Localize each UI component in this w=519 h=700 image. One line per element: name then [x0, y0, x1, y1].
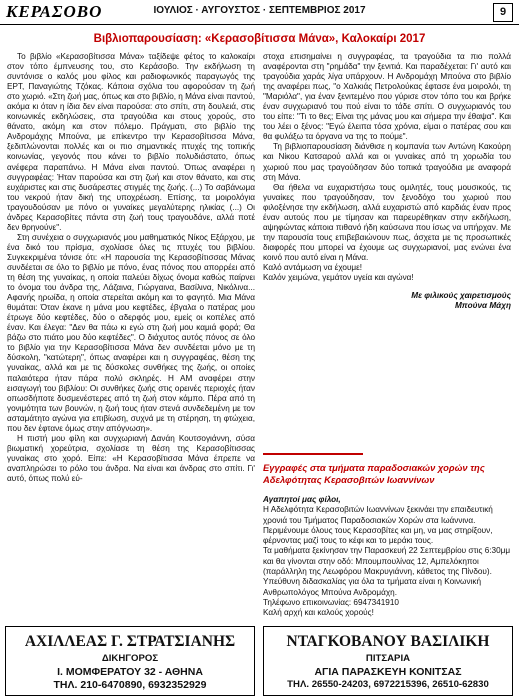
article-left-column [7, 52, 255, 484]
issue-date: ΙΟΥΛΙΟΣ · ΑΥΓΟΥΣΤΟΣ · ΣΕΠΤΕΜΒΡΙΟΣ 2017 [153, 5, 366, 16]
article-paragraph: Τη βιβλιοπαρουσίαση διάνθισε η κομπανία των Αντώνη Κακούρη και Νίκου Κατσαρού αλλά και οι γυναίκες από τη χορωδία του χωριού που μας τραγούδησαν δύο τοπικά τραγούδια με αναφορά στη Μάνα. [263, 142, 511, 182]
article-paragraph: Το βιβλίο «Κερασοβίτισσα Μάνα» ταξίδεψε φέτος το καλοκαίρι στον τόπο έμπνευσης του, στο Κεράσοβο. Την εκδήλωση τη συντόνισε ο καλός μου φίλος και ραδιοφωνικός παραγωγός της ΕΡΤ, Παναγιώτης Τζόκας. Κάποια σχόλια του αφορούσαν τη ζωή στο χωριό. «Στη ζωή μας, όπως και στο βιβλίο, η Μάνα είναι παντού, ακόμα κι όταν η ίδια δεν είναι παρούσα: στο σπίτι, στη δουλειά, στις κοινωνικές εκδηλώσεις, στα τραγούδια και στους χορούς, στο θάνατο, ακόμη και στον πόλεμο. Πράγματι, στο βιβλίο της Ανδρομάχης Μπούνα, με επίκεντρο την Κερασοβίτισσα Μάνα, ξεδιπλώνονται πολλές και οι πιο σημαντικές πτυχές της τοπικής κοινωνίας, γεγονός που κάνει το βιβλίο πολυδιάστατο, όπως ανέφερα παραπάνω. Η Μάνα είναι παντού. Όπως αναφέρει η συγγραφέας: Ήταν παρούσα και στη ζωή και στον θάνατο, και στις ευχάριστες και στις δυσάρεστες στιγμές της ζωής. (...) Το σαβάνωμα του νεκρού ήταν δική της υποχρέωση. Επίσης, τα μοιρολόγια τραγουδούσαν με πόνο οι γυναίκες μεγαλύτερης ηλικίας (...) Οι άνδρες Κερασοβίτες πάντα στη ζωή τους τραγουδάνε, αλλά ποτέ δεν θρηνούνε". [7, 52, 255, 232]
announcement-paragraph: Τηλέφωνο επικοινωνίας: 6947341910 [263, 597, 399, 607]
announcement-paragraph: Καλή αρχή και καλούς χορούς! [263, 608, 374, 618]
article-paragraph: στοχα επισημαίνει η συγγραφέας, τα τραγούδια τα πιο πολλά αναφέρονται στη "ρημάδα" την ξενιτιά. Και παραδέχεται: Γι' αυτό και τραγούδια χαράς λίγα υπάρχουν. Η Ανδρομάχη Μπούνα στο βιβλίο της αναφέρει πως, "ο Χαλκιάς Πετρολούκας έφτασε ένα μοιρολόι, τη "Μαριόλα", για έναν ξενιτεμένο που γύρισε στον τόπο του και βρήκε έναν συγχωριανό του πού είναι το τάδε σπίτι. Ο συγχωριανός του του είπε: "Τι το θες; Είναι της μάνας μου και σήμερα την έθαψα". Και του λέει ο ξένος: "Εγώ έλειπα τόσα χρόνια, είμαι ο πατέρας σου και θα φυλάξω τα όργανα να της το πούμε". [263, 52, 511, 142]
page-header [0, 0, 519, 25]
section-divider [263, 453, 363, 455]
ad-name: ΝΤΑΓΚΟΒΑΝΟΥ ΒΑΣΙΛΙΚΗ [286, 633, 490, 650]
announcement-paragraph: Τα μαθήματα ξεκίνησαν την Παρασκευή 22 Σεπτεμβρίου στις 6:30μμ και θα γίνονται στην οδό: Μπουμπουλίνας 12, Αμπελόκηποι (παράλληλη της Λεωφόρου Μακρυγιάννη, κάθετος της Πίνδου). [263, 546, 511, 577]
ad-address: ΑΓΙΑ ΠΑΡΑΣΚΕΥΗ ΚΟΝΙΤΣΑΣ [314, 666, 462, 678]
pizzeria-ad-box [263, 626, 513, 696]
signature-closing: Με φιλικούς χαιρετισμούς [411, 291, 511, 301]
article-paragraph: Η πιστή μου φίλη και συγχωριανή Δανάη Κουτσογιάννη, σύσα βιωματική χορεύτρια, σχολίασε τη θέση της Κερασοβίτισσας γυναίκας στο χορό. Είπε: «Η Κερασοβίτισσα Μάνα έπρεπε να αναπληρώσει το ρόλο του άνδρα. Να είναι και άνδρας στο σπίτι. Γι' αυτό, όπως πολύ εύ- [7, 433, 255, 483]
article-right-column [263, 52, 511, 311]
announcement-paragraph: Η Αδελφότητα Κερασοβιτών Ιωαννίνων ξεκινάει την επαιδευτική χρονιά του Τμήματος Παραδοσιακών Χορών στα Ιωάννινα. [263, 505, 493, 525]
signature-author: Μπούνα Μάχη [454, 301, 511, 311]
ad-phone: ΤΗΛ. 26550-24203, 6972215396, 26510-62830 [287, 679, 489, 690]
article-paragraph: Καλόν χειμώνα, γεμάτον υγεία και αγώνα! [263, 273, 414, 283]
article-paragraph: Στη συνέχεια ο συγχωριανός μου μαθηματικός Νίκος Εξάρχου, με ένα δικό του πρίσμα, σχολίασε όλες τις πτυχές του βιβλίου. Συγκεκριμένα τόνισε ότι: «Η παρουσία της Κερασοβίτισσας Μάνας συνδέεται σε όλο το βιβλίο με πόνο, ένας πόνος που απορρέει από τη θέση της γυναίκας, η οποία παλεύει δίχως όνομα καθώς παίρνει το όνομα του άνδρα της, Λάζαινα, Γιώργαινα, Βασίλινα, Νικόλινα... Αφανής ηρωίδα, η οποία στερείται ακόμη και το φαγητό. Μια Μάνα θυμάται: Όταν έκανε η μάνα μου κεφτέδες, έβγαλα ο πατέρας μου έτρωγε δύο κεφτέδες, δύο ο αδερφός μου, εμείς οι κοπέλες από έναν. Και έλεγα: "Δεν θα πάω κι εγώ στη ζωή μου καμιά φορά; Θα βάζω στο πιάτο μου δύο κεφτέδες". Ο διάχυτος αυτός πόνος σε όλο το βιβλίο για την Κερασοβίτισσα Μάνα δεν συνδέεται μόνο με τη δύσκολη, "κατώτερη", όπως αναφέρει και η συγγραφέας, θέση της γυναίκας, αλλά και με τις δύσκολες συνθήκες της ζωής, οι οποίες παλαιότερα ήταν πάρα πολύ σκληρές. Η ΑΜ αναφέρει στην εισαγωγή του βιβλίου: Οι συνθήκες ζωής στις ορεινές περιοχές ήταν οπωσδήποτε δυσμενέστερες από τη ζωή στον κάμπο. Πέρα από τη γονιμότητα των βουνών, η ζωή τους ήταν στενά συνδεδεμένη με τον ασταμάτητο αγώνα για επιβίωση, συχνά με τη στέρηση, τη φτώχεια, που δεν έφτανε όμως στην απόγνωση». [7, 232, 255, 433]
page-number: 9 [493, 3, 513, 22]
ad-role: ΔΙΚΗΓΟΡΟΣ [101, 653, 159, 664]
lawyer-ad-box [5, 626, 255, 696]
article-signature [263, 291, 511, 311]
article-paragraph: Θα ήθελα να ευχαριστήσω τους ομιλητές, τους μουσικούς, τις γυναίκες που τραγούδησαν, τον ξενοδόχο του χωριού που φιλοξένησε την εκδήλωση, αλλά ευχαριστώ από καρδιάς έναν προς έναν αυτούς που με τίμησαν και παρευρέθηκαν στην εκδήλωση, αψηφώντας κάποια πιθανό ήδη καύσωνα που ίσως να υπήρχαν. Με την παρουσία τους επιβεβαιώνουν πως, άσχετα με τις προσωπικές διαφορές που μπορεί να έχουμε ως συγχωριανοί, μας ενώνει ένα κοινό που αυτό είναι η Μάνα. [263, 182, 511, 262]
announcement-paragraph: Περιμένουμε όλους τους Κερασοβίτες και μη, να μας στηρίξουν, φέρνοντας μαζί τους το κέφι και το μεράκι τους. [263, 525, 493, 546]
announcement-paragraph: Υπεύθυνη διδασκαλίας για όλα τα τμήματα είναι η Κοινωνική Ανθρωπολόγος Μπούνα Ανδρομάχη. [263, 577, 482, 597]
ad-address: Ι. ΜΟΜΦΕΡΑΤΟΥ 32 - ΑΘΗΝΑ [57, 666, 203, 678]
announcement-body [263, 495, 511, 619]
article-title: Βιβλιοπαρουσίαση: «Κερασοβίτισσα Μάνα», Καλοκαίρι 2017 [93, 33, 426, 45]
ad-name: ΑΧΙΛΛΕΑΣ Γ. ΣΤΡΑΤΣΙΑΝΗΣ [24, 633, 236, 650]
article-paragraph: Καλό αντάμωση να έχουμε! [263, 262, 363, 272]
ad-phone: ΤΗΛ. 210-6470890, 6932352929 [53, 679, 207, 691]
announcement-greeting: Αγαπητοί μας φίλοι, [263, 495, 341, 504]
announcement-title: Εγγραφές στα τμήματα παραδοσιακών χορών της Αδελφότητας Κερασοβιτών Ιωαννίνων [263, 462, 485, 485]
ad-role: ΠΙΤΣΑΡΙΑ [365, 653, 411, 664]
newspaper-logo: ΚΕΡΑΣΟΒΟ [6, 2, 103, 21]
